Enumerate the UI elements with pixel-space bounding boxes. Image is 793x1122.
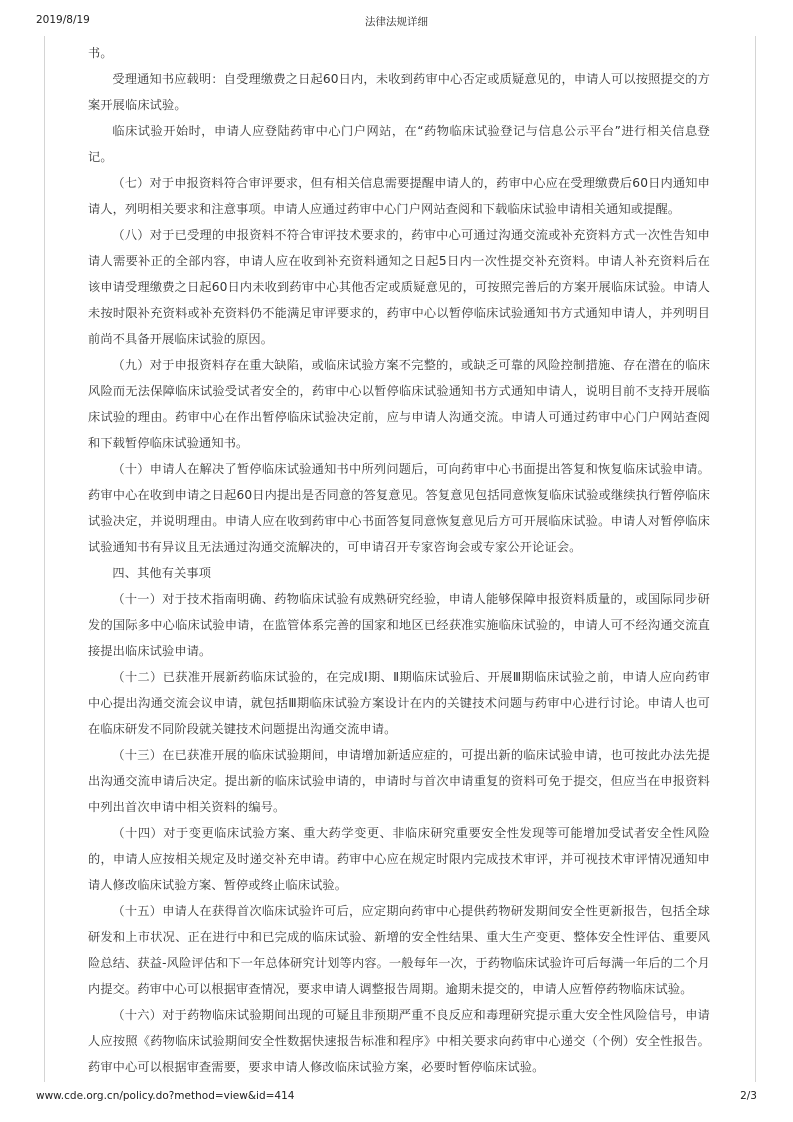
paragraph: （十三）在已获准开展的临床试验期间，申请增加新适应症的，可提出新的临床试验申请，也可按此办法先提出沟通交流申请后决定。提出新的临床试验申请的，申请时与首次申请重复的资料可免于提交，但应当在申报资料中列出首次申请中相关资料的编号。 xyxy=(88,748,710,814)
page-title: 法律法规详细 xyxy=(365,16,428,28)
paragraph: 受理通知书应载明：自受理缴费之日起60日内，未收到药审中心否定或质疑意见的，申请人可以按照提交的方案开展临床试验。 xyxy=(88,72,710,112)
paragraph: （七）对于申报资料符合审评要求，但有相关信息需要提醒申请人的，药审中心应在受理缴费后60日内通知申请人，列明相关要求和注意事项。申请人应通过药审中心门户网站查阅和下载临床试验申请相关通知或提醒。 xyxy=(88,176,710,216)
paragraph: 书。 xyxy=(88,46,113,60)
paragraph: 临床试验开始时，申请人应登陆药审中心门户网站，在“药物临床试验登记与信息公示平台”进行相关信息登记。 xyxy=(88,124,710,164)
print-header xyxy=(0,14,793,28)
paragraph: （九）对于申报资料存在重大缺陷，或临床试验方案不完整的，或缺乏可靠的风险控制措施、存在潜在的临床风险而无法保障临床试验受试者安全的，药审中心以暂停临床试验通知书方式通知申请人，说明目前不支持开展临床试验的理由。药审中心在作出暂停临床试验决定前，应与申请人沟通交流。申请人可通过药审中心门户网站查阅和下载暂停临床试验通知书。 xyxy=(88,358,710,450)
paragraph: （十一）对于技术指南明确、药物临床试验有成熟研究经验，申请人能够保障申报资料质量的，或国际同步研发的国际多中心临床试验申请，在监管体系完善的国家和地区已经获准实施临床试验的，申请人可不经沟通交流直接提出临床试验申请。 xyxy=(88,592,710,658)
paragraph: （八）对于已受理的申报资料不符合审评技术要求的，药审中心可通过沟通交流或补充资料方式一次性告知申请人需要补正的全部内容，申请人应在收到补充资料通知之日起5日内一次性提交补充资料。申请人补充资料后在该申请受理缴费之日起60日内未收到药审中心其他否定或质疑意见的，可按照完善后的方案开展临床试验。申请人未按时限补充资料或补充资料仍不能满足审评要求的，药审中心以暂停临床试验通知书方式通知申请人，并列明目前尚不具备开展临床试验的原因。 xyxy=(88,228,710,346)
print-footer xyxy=(0,1090,793,1104)
article-body xyxy=(88,40,710,1080)
page-url: www.cde.org.cn/policy.do?method=view&id=414 xyxy=(36,1090,295,1102)
paragraph: （十）申请人在解决了暂停临床试验通知书中所列问题后，可向药审中心书面提出答复和恢复临床试验申请。药审中心在收到申请之日起60日内提出是否同意的答复意见。答复意见包括同意恢复临床试验或继续执行暂停临床试验决定，并说明理由。申请人应在收到药审中心书面答复同意恢复意见后方可开展临床试验。申请人对暂停临床试验通知书有异议且无法通过沟通交流解决的，可申请召开专家咨询会或专家公开论证会。 xyxy=(88,462,710,554)
section-heading: 四、其他有关事项 xyxy=(112,566,212,580)
paragraph: （十二）已获准开展新药临床试验的，在完成Ⅰ期、Ⅱ期临床试验后、开展Ⅲ期临床试验之前，申请人应向药审中心提出沟通交流会议申请，就包括Ⅲ期临床试验方案设计在内的关键技术问题与药审中心进行讨论。申请人也可在临床研发不同阶段就关键技术问题提出沟通交流申请。 xyxy=(88,670,710,736)
paragraph: （十四）对于变更临床试验方案、重大药学变更、非临床研究重要安全性发现等可能增加受试者安全性风险的，申请人应按相关规定及时递交补充申请。药审中心应在规定时限内完成技术审评，并可视技术审评情况通知申请人修改临床试验方案、暂停或终止临床试验。 xyxy=(88,826,710,892)
paragraph: （十六）对于药物临床试验期间出现的可疑且非预期严重不良反应和毒理研究提示重大安全性风险信号，申请人应按照《药物临床试验期间安全性数据快速报告标准和程序》中相关要求向药审中心递交（个例）安全性报告。药审中心可以根据审查需要，要求申请人修改临床试验方案，必要时暂停临床试验。 xyxy=(88,1008,710,1074)
paragraph: （十五）申请人在获得首次临床试验许可后，应定期向药审中心提供药物研发期间安全性更新报告，包括全球研发和上市状况、正在进行中和已完成的临床试验、新增的安全性结果、重大生产变更、整体安全性评估、重要风险总结、获益-风险评估和下一年总体研究计划等内容。一般每年一次，于药物临床试验许可后每满一年后的二个月内提交。药审中心可以根据审查情况，要求申请人调整报告周期。逾期未提交的，申请人应暂停药物临床试验。 xyxy=(88,904,710,996)
page-number: 2/3 xyxy=(740,1090,757,1102)
print-date: 2019/8/19 xyxy=(36,14,90,26)
